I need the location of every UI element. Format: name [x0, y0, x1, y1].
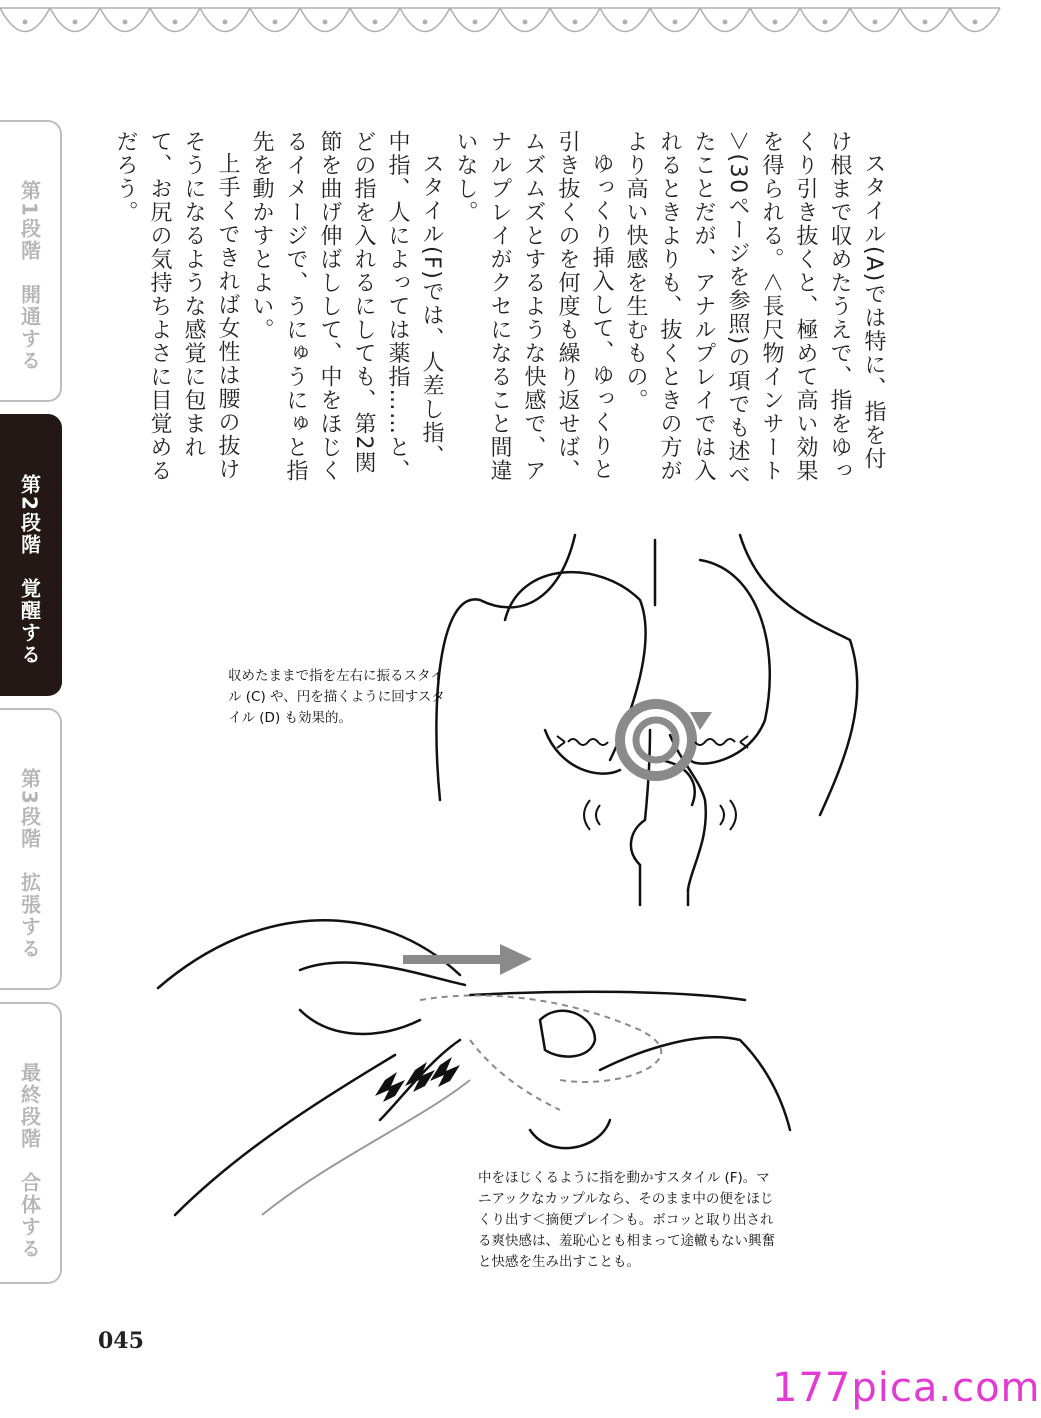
page-number: 045 [98, 1328, 144, 1354]
wiggle-arrows-icon [557, 736, 748, 830]
tab-stage-3-label: 第3段階 拡張する [17, 768, 42, 960]
direction-arrow-icon [403, 944, 532, 975]
body-paragraph: ゆっくり挿入して、ゆっくりと引き抜くのを何度も繰り返せば、ムズムズとするような快感で、アナルプレイがクセになること間違いなし。 [453, 130, 614, 483]
body-paragraph: スタイル(F)では、人差し指、中指、人によっては薬指……と、どの指を入れるにしても、第2関節を曲げ伸ばしして、中をほじくるイメージで、うにゅうにゅと指先を動かすとよい。 [249, 130, 444, 483]
tab-stage-1-label: 第1段階 開通する [17, 180, 42, 372]
inner-dashed-outline [420, 995, 661, 1110]
body-paragraph: スタイル(A)では特に、指を付け根まで収めたうえで、指をゆっくり引き抜くと、極めて高い効果を得られる。＜長尺物インサート＞(30ページを参照)の項でも述べたことだが、アナルプレイでは入れるときよりも、抜くときの方がより高い快感を生むもの。 [623, 130, 886, 487]
tab-stage-final-label: 最終段階 合体する [17, 1062, 42, 1260]
tab-stage-2-label: 第2段階 覚醒する [17, 474, 42, 666]
watermark-logo: 177pica.com [772, 1365, 1041, 1411]
illustration-caption-top: 収めたままで指を左右に振るスタイル (C) や、円を描くように回すスタイル (D) も効果的。 [228, 668, 445, 726]
gray-curve-line [262, 1080, 470, 1215]
body-paragraph: 上手くできれば女性は腰の抜けそうになるような感覚に包まれて、お尻の気持ちよさに目覚めるだろう。 [113, 130, 240, 483]
circular-motion-icon [620, 704, 712, 776]
illustration-caption-bottom: 中をほじくるように指を動かすスタイル (F)。マニアックなカップルなら、そのまま中の便をほじくり出す＜摘便プレイ＞も。ボコッと取り出される爽快感は、羞恥心とも相まって途轍もない興奮と快感を生み出すことも。 [478, 1170, 775, 1270]
zigzag-sensation-icon [375, 1057, 460, 1102]
